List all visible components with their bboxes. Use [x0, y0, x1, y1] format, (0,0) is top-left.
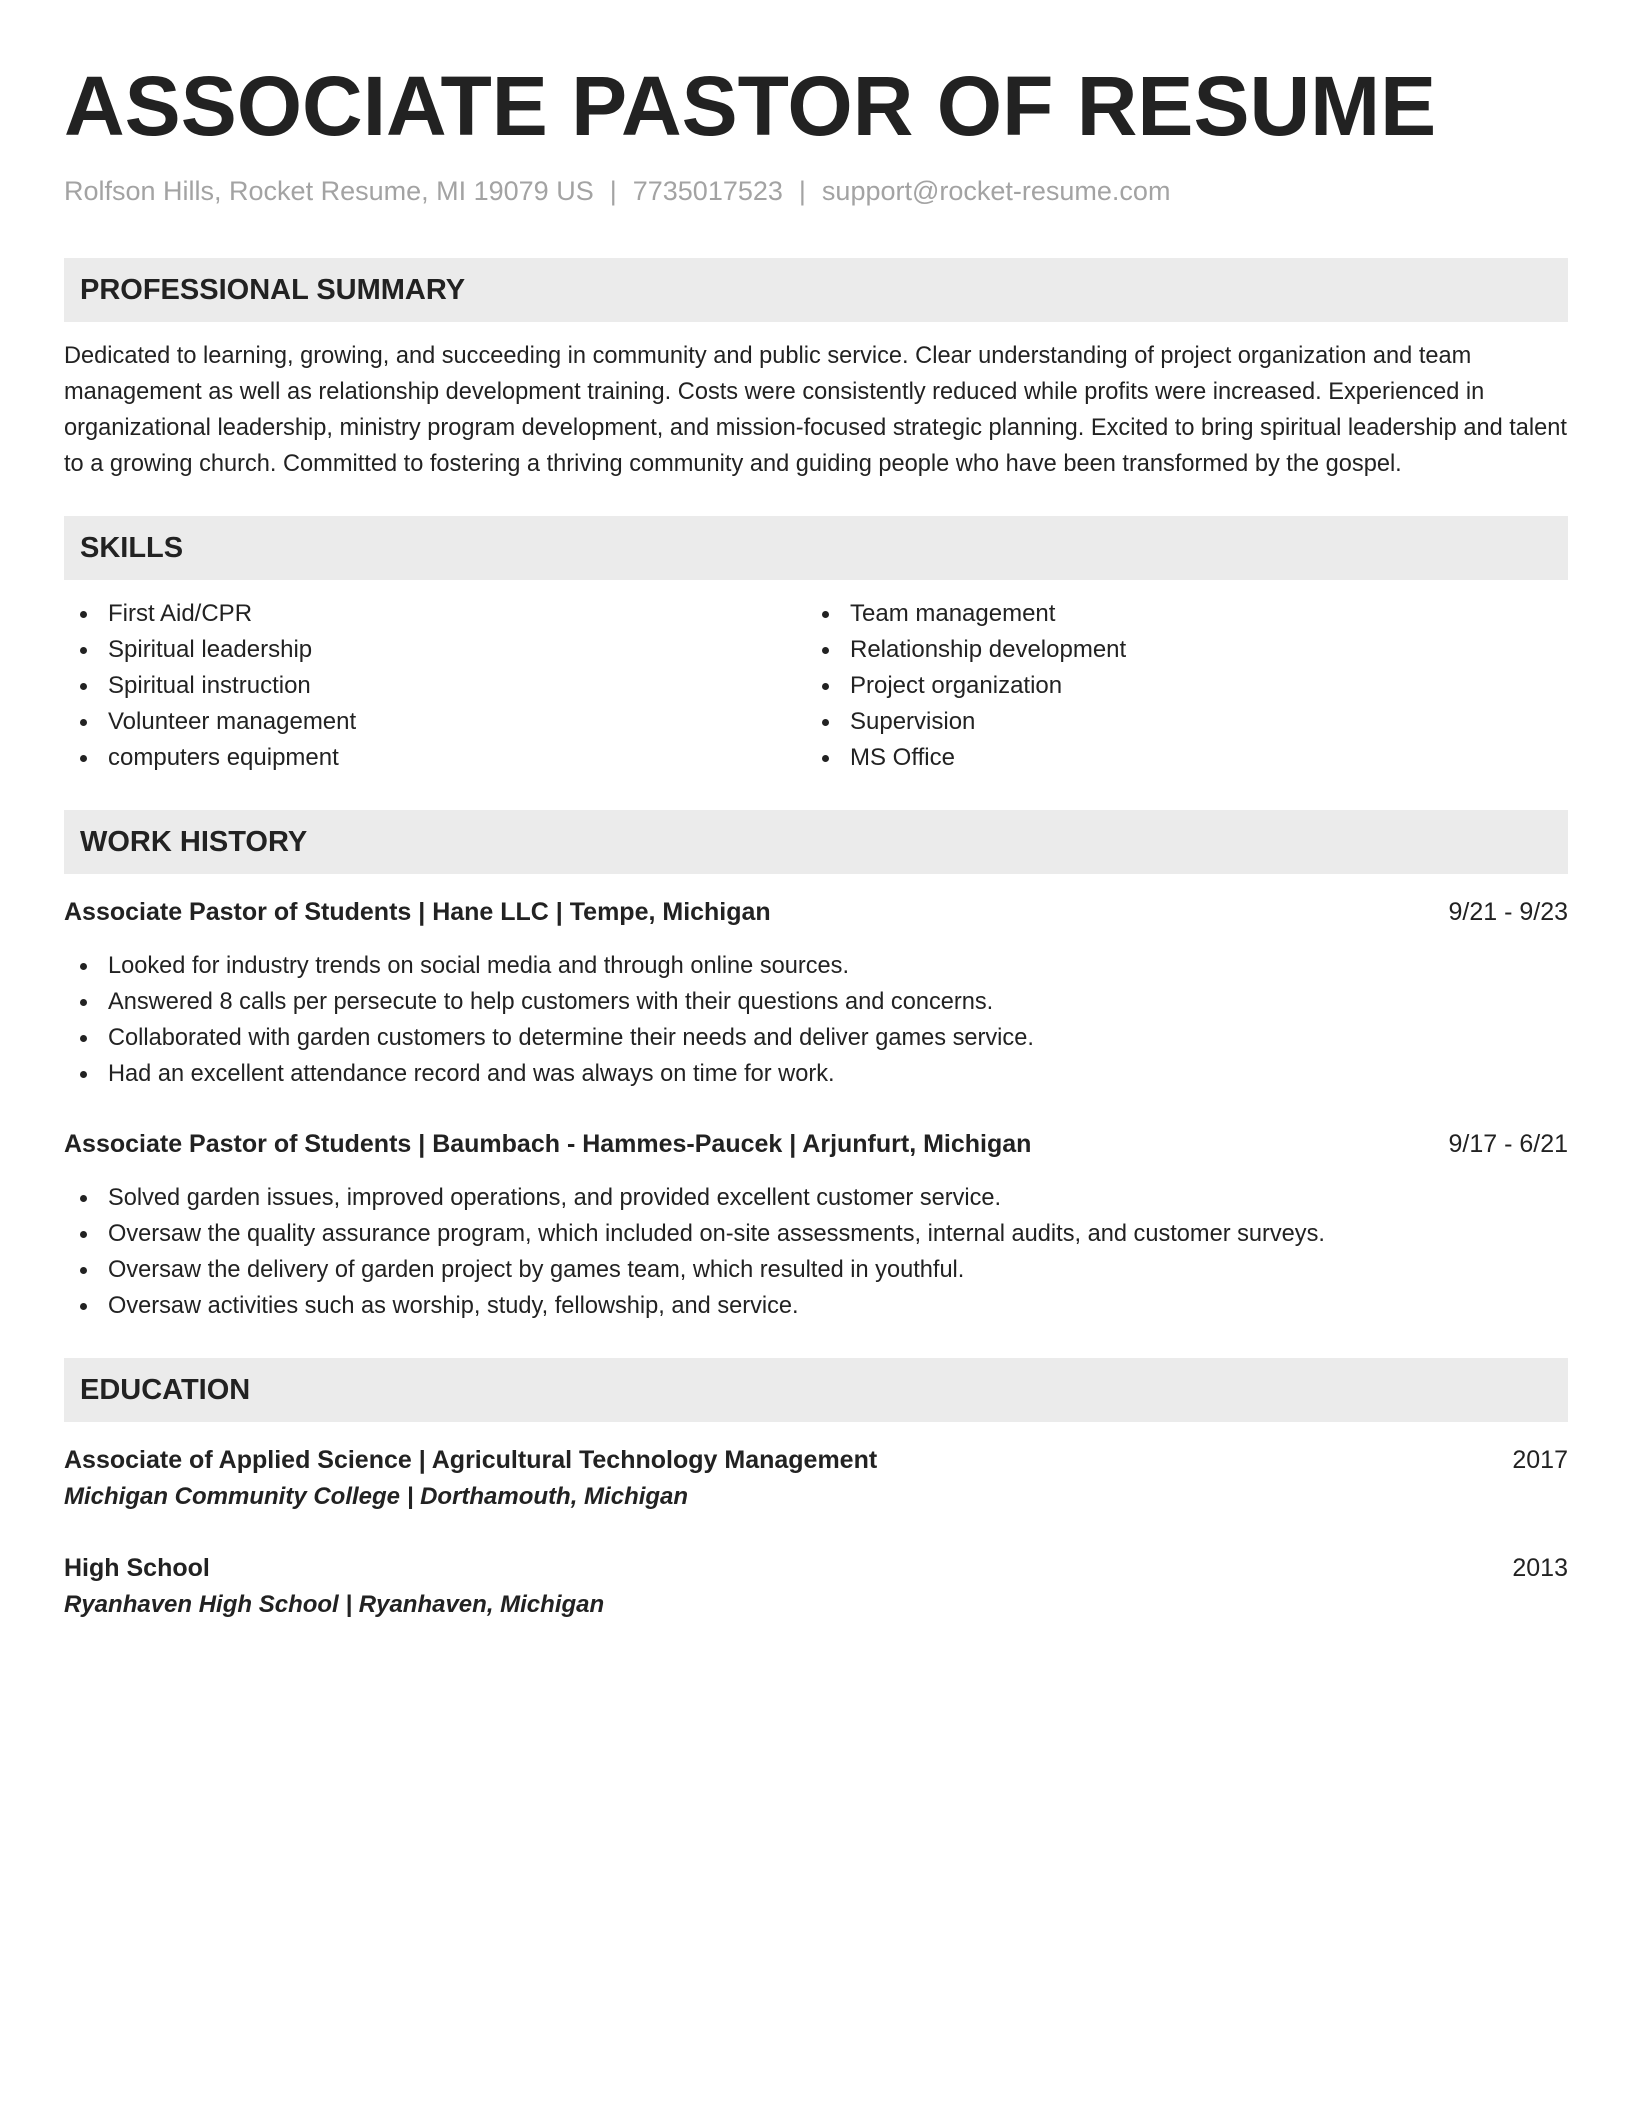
section-heading-summary: PROFESSIONAL SUMMARY	[64, 258, 1568, 322]
skill-item: Project organization	[806, 668, 1548, 704]
section-heading-education: EDUCATION	[64, 1358, 1568, 1422]
contact-address: Rolfson Hills, Rocket Resume, MI 19079 US	[64, 176, 594, 206]
education-year: 2013	[1512, 1554, 1568, 1582]
summary-paragraph: Dedicated to learning, growing, and succeeding in community and public service. Clear understanding of project organization and team management as well as relationship development training. Costs were consistently reduced while profits were increased. Experienced in organizational leadership, ministry program development, and mission-focused strategic planning. Excited to bring spiritual leadership and talent to a growing church. Committed to fostering a thriving community and guiding people who have been transformed by the gospel.	[64, 343, 1567, 477]
job-header	[64, 1126, 1568, 1162]
skill-item: computers equipment	[64, 740, 806, 776]
job-title: Associate Pastor of Students | Hane LLC | Tempe, Michigan	[64, 898, 771, 926]
section-heading-work-history: WORK HISTORY	[64, 810, 1568, 874]
job-bullet: Collaborated with garden customers to determine their needs and deliver games service.	[64, 1020, 1568, 1056]
job-bullet: Oversaw the quality assurance program, which included on-site assessments, internal audits, and customer surveys.	[64, 1216, 1568, 1252]
skill-item: MS Office	[806, 740, 1548, 776]
job-dates: 9/21 - 9/23	[1448, 898, 1568, 926]
skill-item: Team management	[806, 596, 1548, 632]
skill-item: Supervision	[806, 704, 1548, 740]
contact-phone: 7735017523	[632, 176, 783, 206]
education-degree: High School	[64, 1554, 210, 1582]
education-school: Michigan Community College | Dorthamouth, Michigan	[64, 1483, 689, 1510]
job-header	[64, 894, 1568, 930]
candidate-name: ASSOCIATE PASTOR OF RESUME	[64, 59, 1437, 153]
skill-item: Relationship development	[806, 632, 1548, 668]
education-entry	[64, 1442, 1568, 1516]
education-entry	[64, 1550, 1568, 1624]
job-entry	[64, 894, 1568, 1092]
job-bullets	[64, 1180, 1568, 1324]
section-heading-skills: SKILLS	[64, 516, 1568, 580]
skill-item: Spiritual leadership	[64, 632, 806, 668]
contact-separator: |	[798, 176, 806, 206]
skill-item: First Aid/CPR	[64, 596, 806, 632]
skill-item: Spiritual instruction	[64, 668, 806, 704]
skills-column-right	[806, 596, 1548, 776]
job-bullet: Oversaw the delivery of garden project by games team, which resulted in youthful.	[64, 1252, 1568, 1288]
contact-email: support@rocket-resume.com	[821, 176, 1171, 206]
job-bullet: Solved garden issues, improved operations, and provided excellent customer service.	[64, 1180, 1568, 1216]
education-degree: Associate of Applied Science | Agricultural Technology Management	[64, 1446, 878, 1474]
skill-item: Volunteer management	[64, 704, 806, 740]
education-year: 2017	[1512, 1446, 1568, 1474]
education-header	[64, 1550, 1568, 1586]
skills-list	[64, 596, 1568, 776]
contact-separator: |	[609, 176, 617, 206]
job-title: Associate Pastor of Students | Baumbach - Hammes-Paucek | Arjunfurt, Michigan	[64, 1130, 1032, 1158]
job-entry	[64, 1126, 1568, 1324]
skills-column-left	[64, 596, 806, 776]
job-bullet: Had an excellent attendance record and was always on time for work.	[64, 1056, 1568, 1092]
education-header	[64, 1442, 1568, 1478]
contact-line	[64, 174, 1568, 208]
job-bullet: Oversaw activities such as worship, study, fellowship, and service.	[64, 1288, 1568, 1324]
education-school: Ryanhaven High School | Ryanhaven, Michigan	[64, 1591, 605, 1618]
job-bullet: Looked for industry trends on social media and through online sources.	[64, 948, 1568, 984]
job-bullets	[64, 948, 1568, 1092]
job-dates: 9/17 - 6/21	[1448, 1130, 1568, 1158]
job-bullet: Answered 8 calls per persecute to help customers with their questions and concerns.	[64, 984, 1568, 1020]
